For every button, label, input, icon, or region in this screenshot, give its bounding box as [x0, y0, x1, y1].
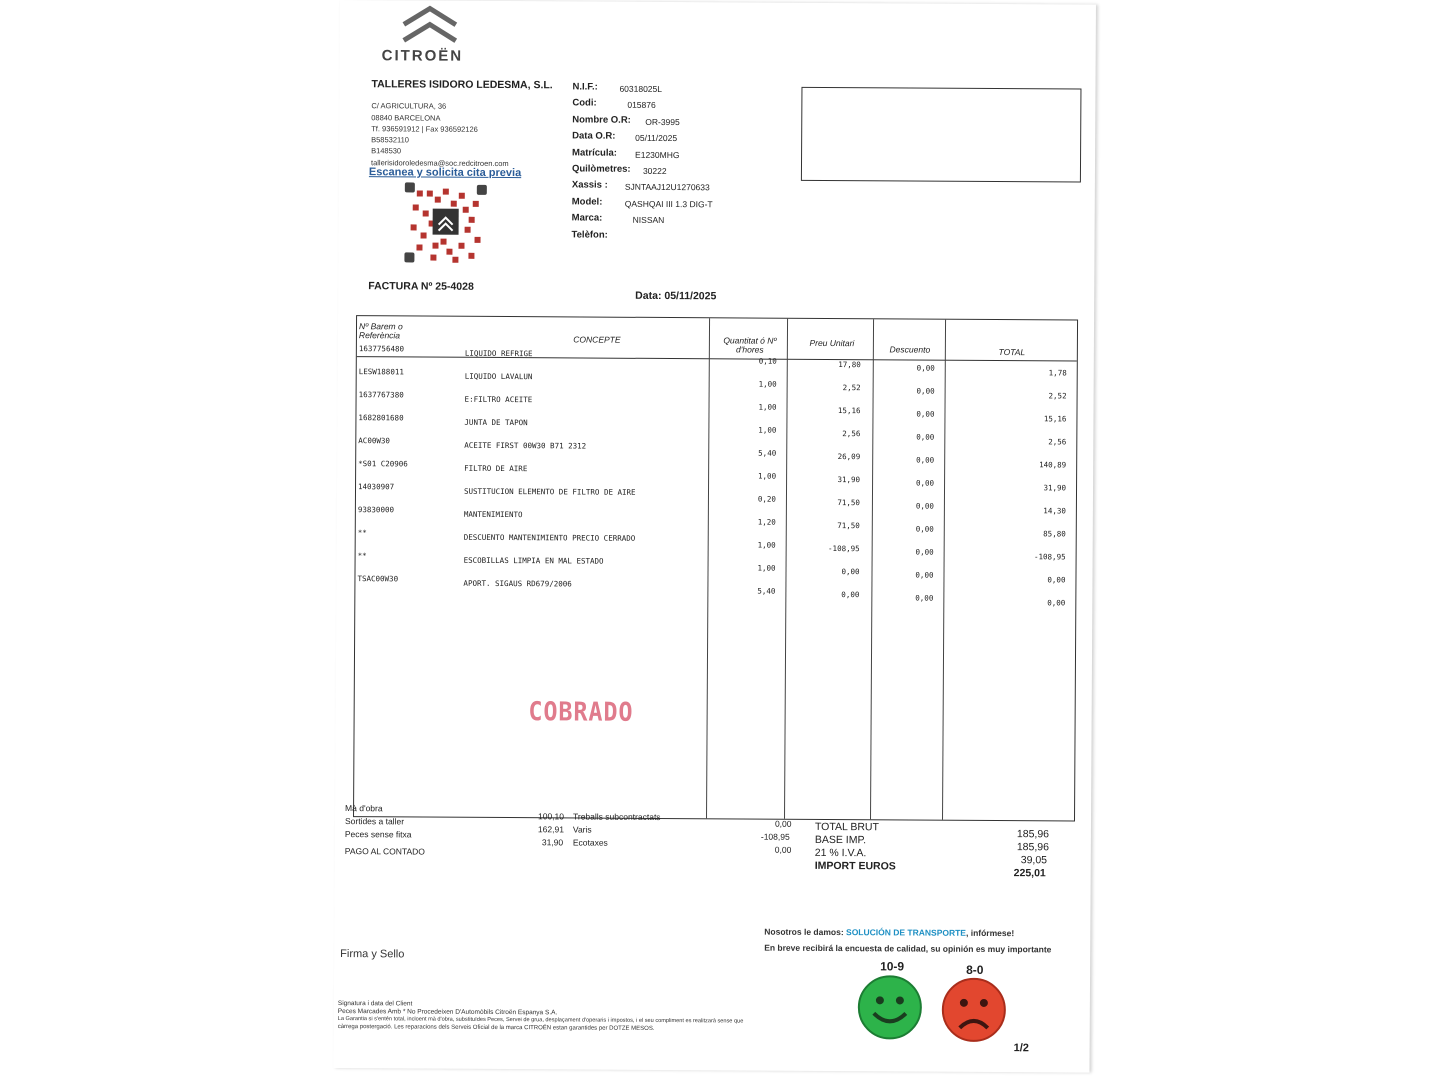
row-ref: 93830000 [357, 505, 395, 515]
address-line: tallerisidoroledesma@soc.redcitroen.com [370, 158, 509, 169]
row-ref: 1637767380 [358, 390, 404, 400]
field-value-km: 30222 [642, 165, 667, 176]
row-concept: E:FILTRO ACEITE [464, 394, 533, 405]
row-concept: APORT. SIGAUS RD679/2006 [463, 578, 572, 589]
field-value-chassis: SJNTAAJ12U1270633 [624, 181, 710, 193]
header-discount: Descuento [889, 344, 931, 355]
address-line: 08840 BARCELONA [371, 113, 441, 123]
summary-label-misc: Varis [572, 824, 592, 835]
row-qty: 1,00 [758, 425, 777, 435]
row-discount: 0,00 [915, 501, 934, 511]
total-value-amount: 225,01 [1013, 867, 1046, 880]
row-qty: 5,40 [758, 448, 777, 458]
row-total: 140,89 [1039, 460, 1067, 470]
items-table [353, 315, 1078, 821]
total-value-vat: 39,05 [1020, 854, 1048, 867]
transport-notice [764, 927, 1014, 939]
invoice-number: FACTURA Nº 25-4028 [368, 280, 474, 293]
field-value-plate: E1230MHG [635, 149, 680, 161]
row-price: 71,50 [837, 521, 860, 531]
row-concept: ESCOBILLAS LIMPIA EN MAL ESTADO [463, 555, 604, 566]
row-total: -108,95 [1033, 552, 1066, 562]
legal-line: Peces Marcades Amb * No Procedeixen D'Automòbils Citroën Espanya S.A. [337, 1008, 558, 1017]
row-total: 0,00 [1047, 598, 1066, 608]
summary-label-labour: Mà d'obra [345, 803, 383, 814]
row-total: 85,80 [1043, 529, 1066, 539]
row-qty: 1,00 [758, 379, 777, 389]
header-price: Preu Unitari [809, 337, 855, 349]
field-value-or-date: 05/11/2025 [635, 132, 678, 144]
invoice-date: Data: 05/11/2025 [635, 289, 717, 303]
field-value-brand: NISSAN [632, 214, 665, 225]
row-qty: 5,40 [757, 586, 776, 596]
header-ref: Nº Barem o Referència [358, 321, 403, 341]
summary-amount-misc: -108,95 [760, 831, 790, 842]
row-concept: JUNTA DE TAPON [464, 417, 528, 428]
row-ref: *S01 C20906 [358, 459, 408, 469]
row-price: -108,95 [828, 543, 860, 554]
row-qty: 1,00 [757, 563, 776, 573]
summary-label-ecotax: Ecotaxes [572, 837, 608, 848]
invoice-page [333, 0, 1096, 1073]
row-discount: 0,00 [915, 524, 934, 534]
qr-code-icon[interactable] [402, 180, 489, 267]
row-qty: 0,10 [758, 356, 777, 366]
row-price: 2,56 [842, 429, 861, 439]
summary-label-outings: Sortides a taller [344, 816, 405, 827]
row-discount: 0,00 [916, 455, 935, 465]
column-divider [870, 319, 874, 819]
row-price: 31,90 [837, 475, 861, 485]
total-label-amount: IMPORT EUROS [814, 859, 896, 873]
row-total: 14,30 [1043, 506, 1066, 516]
row-ref: AC00W30 [358, 436, 390, 446]
row-price: 15,16 [837, 406, 861, 416]
transport-notice-suffix: , infórmese! [965, 927, 1015, 939]
row-total: 2,52 [1048, 391, 1067, 401]
row-discount: 0,00 [916, 386, 935, 396]
address-line: B148530 [371, 146, 402, 156]
row-qty: 1,00 [758, 402, 777, 412]
row-concept: DESCUENTO MANTENIMIENTO PRECIO CERRADO [463, 532, 636, 543]
column-divider [706, 318, 710, 818]
row-discount: 0,00 [916, 432, 935, 442]
row-discount: 0,00 [916, 409, 935, 419]
field-value-or-number: OR-3995 [645, 116, 680, 128]
summary-value-outings: 162,91 [537, 824, 564, 835]
field-label-plate: Matrícula: [572, 147, 617, 159]
row-qty: 1,00 [758, 471, 777, 481]
row-ref: 14030907 [358, 482, 395, 492]
field-label-codi: Codi: [572, 97, 597, 109]
field-label-km: Quilòmetres: [571, 163, 631, 175]
row-discount: 0,00 [915, 593, 934, 603]
field-value-nif: 60318025L [619, 83, 663, 94]
header-qty: Quantitat ó Nº d'hores [723, 335, 777, 355]
field-label-chassis: Xassis : [571, 179, 608, 191]
header-total: TOTAL [998, 347, 1026, 358]
brand-logo: CITROËN [381, 47, 464, 65]
summary-value-labour: 100,10 [537, 811, 565, 822]
payment-method: PAGO AL CONTADO [344, 846, 425, 857]
address-line: C/ AGRICULTURA, 36 [371, 101, 447, 111]
paid-stamp: COBRADO [528, 697, 634, 728]
row-price: 2,52 [842, 383, 861, 393]
row-price: 0,00 [841, 567, 860, 577]
signature-label: Firma y Sello [340, 948, 405, 961]
row-total: 31,90 [1043, 483, 1067, 493]
legal-line: Signatura i data del Client [337, 1000, 413, 1008]
transport-notice-highlight: SOLUCIÓN DE TRANSPORTE [846, 927, 967, 938]
field-value-model: QASHQAI III 1.3 DIG-T [624, 198, 713, 210]
row-ref: 1637756480 [358, 344, 405, 354]
column-divider [942, 320, 946, 820]
row-total: 1,78 [1048, 368, 1067, 378]
row-total: 15,16 [1043, 414, 1067, 424]
total-label-vat: 21 % I.V.A. [814, 846, 867, 860]
row-concept: FILTRO DE AIRE [464, 463, 528, 474]
row-concept: LIQUIDO REFRIGE [464, 348, 533, 359]
appointment-link[interactable]: Escanea y solicita cita previa [368, 166, 522, 180]
sad-face-icon [940, 976, 1008, 1044]
row-discount: 0,00 [915, 570, 934, 580]
column-divider [784, 319, 788, 819]
company-name: TALLERES ISIDORO LEDESMA, S.L. [371, 78, 553, 92]
summary-value-parts: 31,90 [541, 837, 564, 848]
field-value-codi: 015876 [627, 99, 656, 110]
field-label-brand: Marca: [571, 212, 603, 224]
bad-score-label: 8-0 [966, 962, 984, 977]
row-price: 17,80 [838, 360, 861, 370]
summary-label-parts: Peces sense fitxa [344, 829, 412, 840]
citroen-chevrons-icon [400, 2, 460, 46]
row-concept: SUSTITUCION ELEMENTO DE FILTRO DE AIRE [463, 486, 636, 497]
row-ref: ** [357, 551, 367, 561]
field-label-model: Model: [571, 196, 603, 208]
total-label-gross: TOTAL BRUT [814, 820, 879, 834]
field-label-phone: Telèfon: [571, 229, 608, 241]
row-concept: LIQUIDO LAVALUN [464, 371, 533, 382]
row-price: 0,00 [841, 590, 860, 600]
row-qty: 0,20 [757, 494, 776, 504]
summary-label-subcontracted: Treballs subcontractats [572, 811, 661, 822]
row-discount: 0,00 [915, 547, 934, 557]
field-label-or-date: Data O.R: [572, 130, 616, 142]
row-total: 2,56 [1048, 437, 1067, 447]
address-line: B58532110 [371, 135, 410, 145]
row-price: 26,09 [837, 452, 861, 462]
field-label-nif: N.I.F.: [572, 81, 598, 93]
total-label-base: BASE IMP. [814, 833, 867, 847]
row-ref: ** [357, 528, 367, 538]
survey-notice: En breve recibirá la encuesta de calidad, su opinión es muy importante [764, 942, 1052, 955]
row-ref: TSAC00W30 [357, 574, 399, 584]
row-discount: 0,00 [916, 363, 935, 373]
legal-line: càrrega postergació. Les reparacions dels Serveis Oficial de la marca CITROËN estan garantides per DOTZE MESOS. [337, 1024, 655, 1032]
row-concept: ACEITE FIRST 00W30 B71 2312 [464, 440, 587, 451]
row-concept: MANTENIMIENTO [463, 509, 523, 520]
header-concept: CONCEPTE [573, 334, 621, 345]
summary-amount-subcontracted: 0,00 [774, 818, 792, 829]
good-score-label: 10-9 [880, 959, 905, 974]
client-address-box [801, 87, 1082, 183]
row-discount: 0,00 [915, 478, 935, 488]
total-value-base: 185,96 [1016, 841, 1049, 854]
total-value-gross: 185,96 [1016, 828, 1050, 841]
row-total: 0,00 [1047, 575, 1066, 585]
row-ref: 1682801680 [358, 413, 404, 423]
page-number: 1/2 [1013, 1042, 1029, 1055]
field-label-or-number: Nombre O.R: [572, 114, 631, 126]
happy-face-icon [856, 973, 924, 1041]
transport-notice-prefix: Nosotros le damos: [764, 926, 844, 938]
address-line: Tf. 936591912 | Fax 936592126 [371, 124, 478, 134]
row-ref: LESW188011 [358, 367, 404, 377]
row-qty: 1,20 [757, 517, 776, 527]
row-price: 71,50 [837, 498, 860, 508]
summary-amount-ecotax: 0,00 [774, 844, 792, 855]
row-qty: 1,00 [757, 540, 776, 550]
legal-line: La Garantia si s'entén total, incloent mà d'obra, substituïdes Peces, Servei de grua, desplaçament d'operaris i impostos, i el seu compliment es realitzarà sense que [337, 1016, 744, 1025]
